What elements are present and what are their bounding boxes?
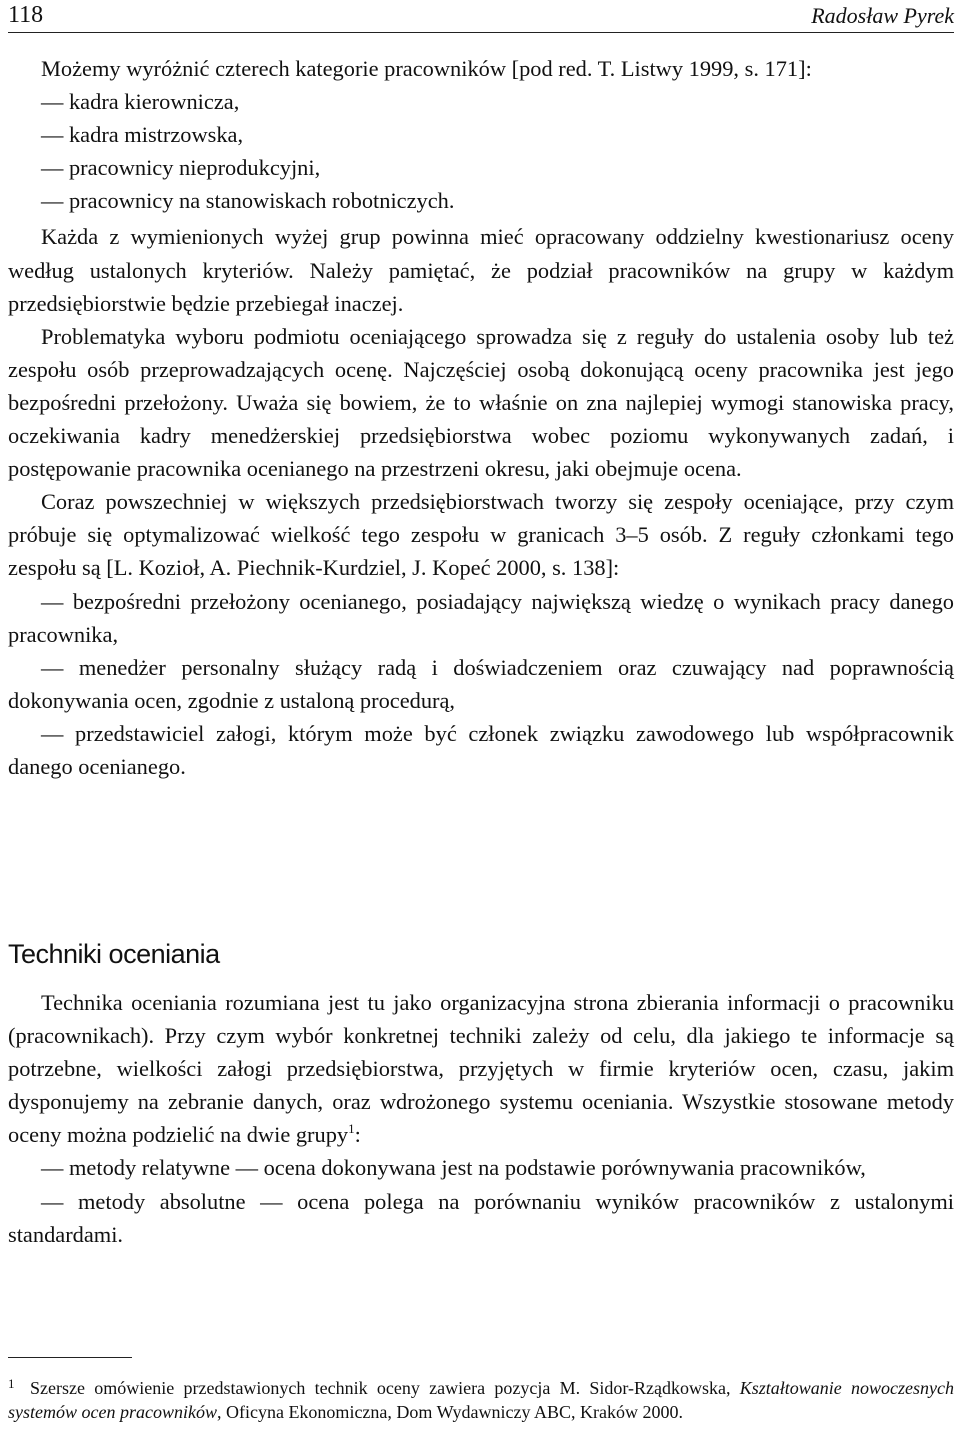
techniques-text: Technika oceniania rozumiana jest tu jako organizacyjna strona zbierania informacji o pracowniku (pracownikach). Przy czym wybór konkretnej techniki zależy od celu, dla jakiego te informacje są potrzebne, wielkości załogi przedsiębiorstwa, przyjętych w firmie kryteriów ocen, czasu, jakim dysponujemy na zebranie danych, oraz wdrożonego systemu oceniania. Wszystkie stosowane metody oceny można podzielić na dwie grupy bbox=[8, 990, 954, 1148]
section-1-body bbox=[8, 52, 954, 783]
intro-paragraph: Możemy wyróżnić czterech kategorie pracowników [pod red. T. Listwy 1999, s. 171]: bbox=[41, 56, 812, 81]
paragraph-evaluator: Problematyka wyboru podmiotu oceniającego sprowadza się z reguły do ustalenia osoby lub też zespołu osób przeprowadzających ocenę. Najczęściej osobą dokonującą oceny pracownika jest jego bezpośredni przełożony. Uważa się bowiem, że to właśnie on zna najlepiej wymogi stanowiska pracy, oczekiwania kadry menedżerskiej przedsiębiorstwa wobec poziomu wykonywanych zadań, i postępowanie pracownika ocenianego na przestrzeni okresu, jaki obejmuje ocena. bbox=[8, 323, 954, 482]
team-member-item: — przedstawiciel załogi, którym może być członek związku zawodowego lub współpracownik danego ocenianego. bbox=[8, 720, 954, 779]
footnote bbox=[8, 1372, 954, 1424]
category-item: — kadra mistrzowska, bbox=[41, 122, 244, 148]
footnote-text bbox=[8, 1372, 954, 1424]
team-member-item: — menedżer personalny służący radą i doświadczeniem oraz czuwający nad poprawnością dokonywania ocen, zgodnie z ustaloną procedurą, bbox=[8, 654, 954, 713]
method-item: — metody absolutne — ocena polega na porównaniu wyników pracowników z ustalonymi standardami. bbox=[8, 1188, 954, 1247]
category-item: — pracownicy nieprodukcyjni, bbox=[41, 155, 321, 181]
section-2-body bbox=[8, 986, 954, 1251]
paragraph-techniques bbox=[8, 986, 954, 1151]
running-head-author: Radosław Pyrek bbox=[811, 3, 954, 28]
footnote-divider bbox=[8, 1357, 132, 1358]
footnote-after: , Oficyna Ekonomiczna, Dom Wydawniczy ABC, Kraków 2000. bbox=[216, 1401, 683, 1422]
running-header bbox=[8, 2, 954, 33]
footnote-book-title: Kształtowanie nowoczesnych systemów ocen pracowników bbox=[8, 1378, 954, 1422]
paragraph-teams: Coraz powszechniej w większych przedsiębiorstwach tworzy się zespoły oceniające, przy czym próbuje się optymalizować wielkość tego zespołu w granicach 3–5 osób. Z reguły członkami tego zespołu są [L. Kozioł, A. Piechnik-Kurdziel, J. Kopeć 2000, s. 138]: bbox=[8, 489, 954, 581]
category-item: — kadra kierownicza, bbox=[41, 89, 240, 115]
method-item: — metody relatywne — ocena dokonywana jest na podstawie porównywania pracowników, bbox=[41, 1155, 866, 1181]
section-heading: Techniki oceniania bbox=[8, 939, 220, 969]
page-number: 118 bbox=[8, 2, 44, 28]
techniques-colon: : bbox=[354, 1122, 361, 1148]
paragraph-questionnaire: Każda z wymienionych wyżej grup powinna mieć opracowany oddzielny kwestionariusz oceny według ustalonych kryteriów. Należy pamiętać, że podział pracowników na grupy w każdym przedsiębiorstwie będzie przebiegał inaczej. bbox=[8, 224, 954, 316]
footnote-reference: 1 bbox=[348, 1121, 355, 1137]
footnote-before: Szersze omówienie przedstawionych technik oceny zawiera pozycja M. Sidor-Rządkowska, bbox=[30, 1378, 740, 1398]
footnote-number: 1 bbox=[8, 1376, 15, 1391]
category-item: — pracownicy na stanowiskach robotniczych. bbox=[41, 188, 455, 214]
team-member-item: — bezpośredni przełożony ocenianego, posiadający największą wiedzę o wynikach pracy danego pracownika, bbox=[8, 588, 954, 647]
